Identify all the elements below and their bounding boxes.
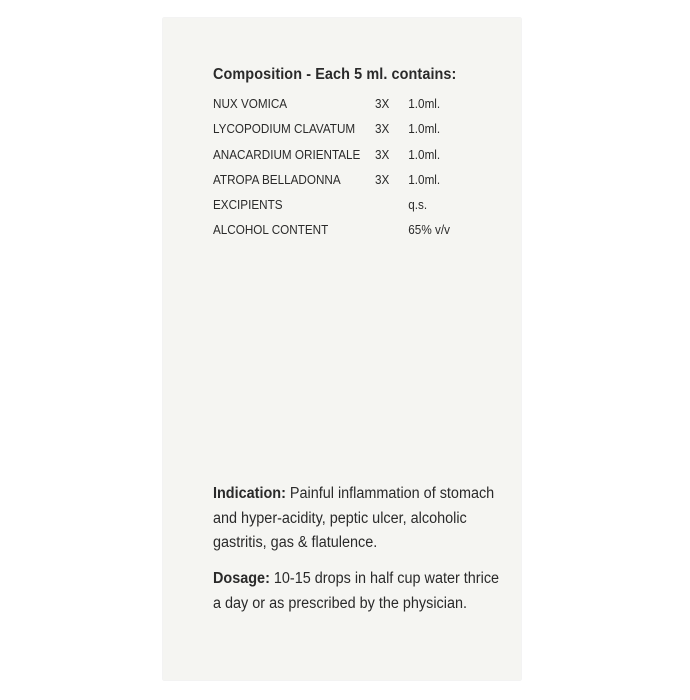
ingredient-quantity: 1.0ml. [408,146,441,162]
ingredient-quantity: 1.0ml. [408,171,441,187]
ingredient-potency: 3X [375,146,390,162]
table-row [213,147,483,172]
table-row [213,96,483,121]
ingredient-name: EXCIPIENTS [213,197,283,213]
indication-text: Painful inflammation of stomach and hyper-acidity, peptic ulcer, alcoholic gastritis, gas & flatulence. [213,485,495,551]
ingredient-quantity: 1.0ml. [408,121,441,137]
dosage-label: Dosage: [213,570,270,587]
table-row [213,172,483,197]
ingredient-name: ALCOHOL CONTENT [213,222,329,238]
ingredient-potency: 3X [375,121,390,137]
indication-paragraph [213,482,501,556]
label-panel [163,18,521,680]
indication-label: Indication: [213,485,286,502]
dosage-text: 10-15 drops in half cup water thrice a day or as prescribed by the physician. [213,570,500,612]
table-row [213,222,483,247]
table-row [213,197,483,222]
table-row [213,121,483,146]
composition-table [213,96,483,248]
dosage-paragraph [213,567,501,616]
ingredient-quantity: 65% v/v [408,222,450,238]
ingredient-quantity: q.s. [408,197,428,213]
ingredient-quantity: 1.0ml. [408,96,441,111]
ingredient-potency: 3X [375,96,390,111]
ingredient-name: ATROPA BELLADONNA [213,171,341,187]
composition-heading: Composition - Each 5 ml. contains: [213,66,457,83]
ingredient-potency: 3X [375,171,390,187]
ingredient-name: NUX VOMICA [213,96,288,111]
ingredient-name: LYCOPODIUM CLAVATUM [213,121,356,137]
ingredient-name: ANACARDIUM ORIENTALE [213,146,361,162]
